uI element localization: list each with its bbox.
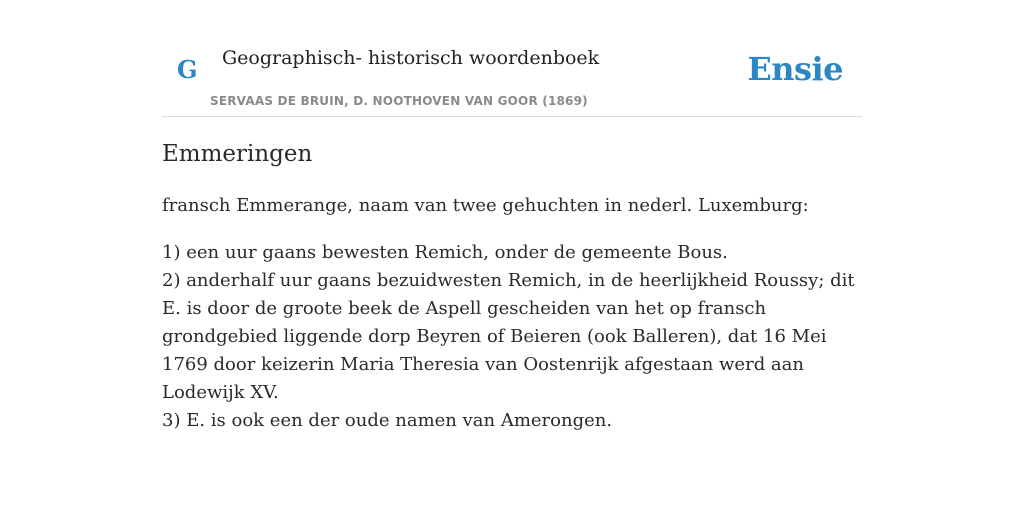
entry-sense: 1) een uur gaans bewesten Remich, onder de gemeente Bous. <box>162 242 728 263</box>
page <box>162 0 862 512</box>
book-authors: SERVAAS DE BRUIN, D. NOOTHOVEN VAN GOOR (1869) <box>210 94 588 108</box>
entry-sense: 2) anderhalf uur gaans bezuidwesten Remich, in de heerlijkheid Roussy; dit E. is door de groote beek de Aspell gescheiden van het op fransch grondgebied liggende dorp Beyren of Beieren (ook Balleren), dat 16 Mei 1769 door keizerin Maria Theresia van Oostenrijk afgestaan werd aan Lodewijk XV. <box>162 270 855 403</box>
entry-senses <box>162 239 862 435</box>
book-logo-icon[interactable]: G <box>177 55 198 84</box>
ensie-logo-link[interactable]: Ensie <box>747 50 843 88</box>
entry-sense: 3) E. is ook een der oude namen van Amerongen. <box>162 410 613 431</box>
entry-intro: fransch Emmerange, naam van twee gehuchten in nederl. Luxemburg: <box>162 195 809 216</box>
book-title-link[interactable]: Geographisch- historisch woordenboek <box>222 47 600 69</box>
entry-title: Emmeringen <box>162 141 313 167</box>
book-header <box>162 0 862 117</box>
